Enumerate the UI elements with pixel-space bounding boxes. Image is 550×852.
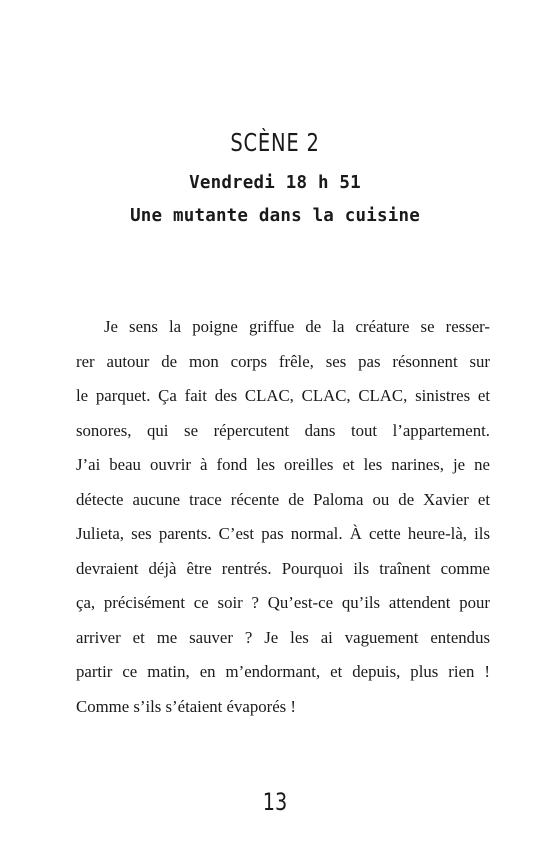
text-line: détecte aucune trace récente de Paloma ou de Xavier et — [76, 489, 490, 509]
text-line: arriver et me sauver ? Je les ai vaguement entendus — [76, 627, 490, 647]
text-line: devraient déjà être rentrés. Pourquoi ils traînent comme — [76, 558, 490, 578]
text-line: ça, précisément ce soir ? Qu’est-ce qu’ils attendent pour — [76, 593, 490, 612]
scene-title: SCÈNE 2 — [230, 128, 320, 157]
text-line: Je sens la poigne griffue de la créature se resser- — [104, 317, 490, 336]
body-paragraph — [76, 310, 490, 724]
text-line: rer autour de mon corps frêle, ses pas résonnent sur — [76, 351, 490, 371]
text-line: Comme s’ils s’étaient évaporés ! — [76, 696, 296, 716]
text-line: sonores, qui se répercutent dans tout l’appartement. — [76, 420, 490, 440]
text-line: le parquet. Ça fait des CLAC, CLAC, CLAC, sinistres et — [76, 386, 490, 405]
text-line: J’ai beau ouvrir à fond les oreilles et les narines, je ne — [76, 455, 490, 474]
scene-time: Vendredi 18 h 51 — [189, 173, 361, 193]
text-line: partir ce matin, en m’endormant, et depuis, plus rien ! — [76, 662, 490, 681]
page-number: 13 — [262, 788, 288, 816]
scene-heading: Une mutante dans la cuisine — [130, 206, 420, 226]
text-line: Julieta, ses parents. C’est pas normal. À cette heure-là, ils — [76, 524, 490, 543]
